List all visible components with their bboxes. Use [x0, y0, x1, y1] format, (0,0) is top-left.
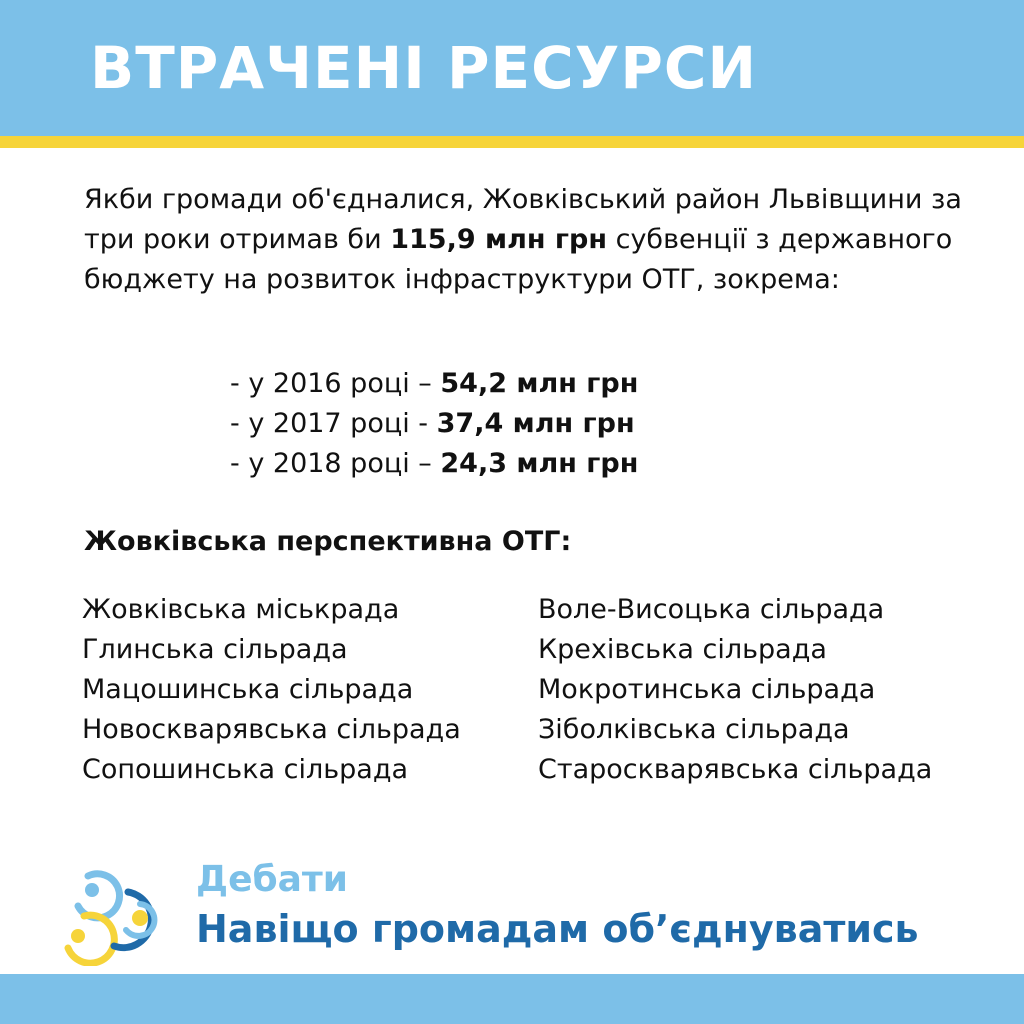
council-item: Мацошинська сільрада: [82, 674, 414, 705]
council-item: Новоскварявська сільрада: [82, 714, 461, 745]
years-list: [230, 364, 638, 484]
year-amount: 24,3 млн грн: [440, 448, 639, 479]
council-item: Крехівська сільрада: [538, 634, 827, 665]
brand-title: Дебати: [196, 859, 348, 900]
council-item: Глинська сільрада: [82, 634, 348, 665]
year-label: - у 2016 році –: [230, 368, 441, 399]
intro-paragraph: [84, 180, 984, 300]
debates-logo-icon: [48, 856, 184, 966]
section-title: Жовківська перспективна ОТГ:: [84, 526, 572, 557]
year-label: - у 2018 році –: [230, 448, 441, 479]
brand-slogan: Навіщо громадам об’єднуватись: [196, 907, 919, 951]
header-stripe: [0, 136, 1024, 148]
councils-left-list: [82, 590, 461, 790]
intro-text-before: Якби громади об'єдналися, Жовківський район Львівщини за три роки отримав би: [84, 184, 962, 255]
council-item: Мокротинська сільрада: [538, 674, 876, 705]
year-row-2016: [230, 364, 638, 404]
councils-right-list: [538, 590, 932, 790]
council-item: Староскварявська сільрада: [538, 754, 933, 785]
year-row-2017: [230, 404, 638, 444]
council-item: Сопошинська сільрада: [82, 754, 409, 785]
year-amount: 37,4 млн грн: [436, 408, 635, 439]
page-title: ВТРАЧЕНІ РЕСУРСИ: [90, 34, 757, 102]
council-item: Зіболківська сільрада: [538, 714, 850, 745]
year-row-2018: [230, 444, 638, 484]
year-label: - у 2017 році -: [230, 408, 437, 439]
council-item: Жовківська міськрада: [82, 594, 400, 625]
footer-band: [0, 974, 1024, 1024]
council-item: Воле-Висоцька сільрада: [538, 594, 885, 625]
year-amount: 54,2 млн грн: [440, 368, 639, 399]
header-banner: [0, 0, 1024, 136]
intro-amount: 115,9 млн грн: [390, 224, 608, 255]
intro-text-after: субвенції з державного бюджету на розвиток інфраструктури ОТГ, зокрема:: [84, 224, 953, 295]
